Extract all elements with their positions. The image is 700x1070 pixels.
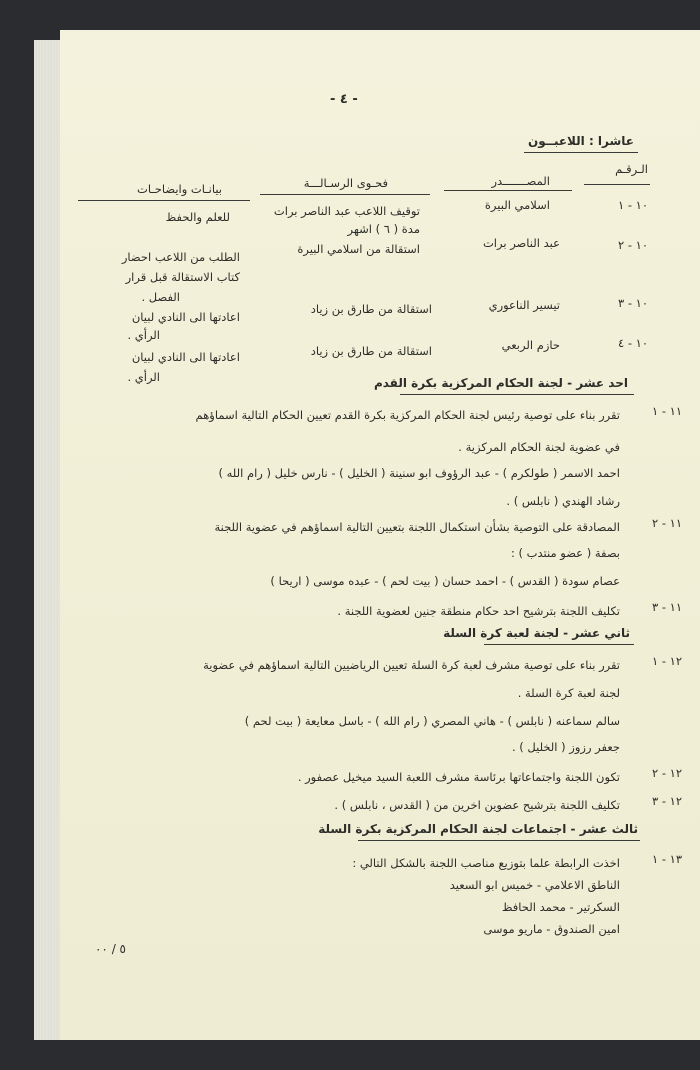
item-text: لجنة لعبة كرة السلة . <box>517 686 620 700</box>
row-source: تيسير الناعوري <box>488 298 560 312</box>
item-text: تقرر بناء على توصية رئيس لجنة الحكام المركزية بكرة القدم تعيين الحكام التالية اسماؤهم <box>195 408 620 422</box>
footer-reference: ٥ / ٠٠ <box>94 942 126 956</box>
item-text: المصادقة على التوصية بشأن استكمال اللجنة بتعيين التالية اسماؤهم في عضوية اللجنة <box>214 520 620 534</box>
section-underline <box>484 644 634 645</box>
item-text: تقرر بناء على توصية مشرف لعبة كرة السلة تعيين الرياضيين التالية اسماؤهم في عضوية <box>203 658 620 672</box>
row-notes: للعلم والحفظ <box>165 210 230 224</box>
section-underline <box>524 152 638 153</box>
item-number: ١٢ - ١ <box>651 654 682 668</box>
section-title-football-referees: احد عشر - لجنة الحكام المركزية بكرة القدم <box>373 376 628 390</box>
header-source: المصـــــــدر <box>491 174 550 188</box>
item-text: عصام سودة ( القدس ) - احمد حسان ( بيت لحم ) - عبده موسى ( اريحا ) <box>270 574 620 588</box>
item-text: تكون اللجنة واجتماعاتها برئاسة مشرف اللعبة السيد ميخيل عصفور . <box>297 770 620 784</box>
section-title-basketball-referees: ثالث عشر - اجتماعات لجنة الحكام المركزية بكرة السلة <box>318 822 638 836</box>
header-underline <box>584 184 650 185</box>
item-text: سالم سماعنه ( نابلس ) - هاني المصري ( رام الله ) - باسل معايعة ( بيت لحم ) <box>244 714 620 728</box>
page-number: - ٤ - <box>330 92 358 107</box>
section-underline <box>358 840 640 841</box>
item-text: امين الصندوق - ماريو موسى <box>483 922 620 936</box>
item-text: الناطق الاعلامي - خميس ابو السعيد <box>449 878 620 892</box>
item-number: ١١ - ١ <box>651 404 682 418</box>
row-content: استقالة من اسلامي البيرة <box>297 242 420 256</box>
row-notes: الرأي . <box>127 370 160 384</box>
item-number: ١١ - ٢ <box>651 516 682 530</box>
row-number: ١٠ - ١ <box>617 198 648 212</box>
item-text: اخذت الرابطة علما بتوزيع مناصب اللجنة بالشكل التالي : <box>352 856 620 870</box>
header-underline <box>78 200 250 201</box>
header-content: فحـوى الرسـالـــة <box>303 176 388 190</box>
row-notes: اعادتها الى النادي لبيان <box>131 350 240 364</box>
section-underline <box>400 394 634 395</box>
row-content: استقالة من طارق بن زياد <box>310 302 432 316</box>
item-number: ١٢ - ٢ <box>651 766 682 780</box>
item-text: بصفة ( عضو منتدب ) : <box>510 546 620 560</box>
item-number: ١٣ - ١ <box>651 852 682 866</box>
row-source: عبد الناصر برات <box>482 236 560 250</box>
row-source: اسلامي البيرة <box>484 198 550 212</box>
item-text: تكليف اللجنة بترشيح احد حكام منطقة جنين لعضوية اللجنة . <box>337 604 620 618</box>
row-number: ١٠ - ٤ <box>617 336 648 350</box>
row-content: استقالة من طارق بن زياد <box>310 344 432 358</box>
item-number: ١٢ - ٣ <box>651 794 682 808</box>
row-notes: الرأي . <box>127 328 160 342</box>
item-text: تكليف اللجنة بترشيح عضوين اخرين من ( القدس ، نابلس ) . <box>334 798 620 812</box>
item-text: السكرتير - محمد الحافظ <box>501 900 620 914</box>
item-text: جعفر رزوز ( الخليل ) . <box>511 740 620 754</box>
row-number: ١٠ - ٢ <box>617 238 648 252</box>
item-text: في عضوية لجنة الحكام المركزية . <box>458 440 620 454</box>
row-content: توقيف اللاعب عبد الناصر برات <box>273 204 420 218</box>
row-notes: اعادتها الى النادي لبيان <box>131 310 240 324</box>
document-page <box>60 30 700 1040</box>
item-text: احمد الاسمر ( طولكرم ) - عبد الرؤوف ابو سنينة ( الخليل ) - نارس خليل ( رام الله ) <box>218 466 620 480</box>
header-number: الـرقـم <box>615 162 648 176</box>
item-number: ١١ - ٣ <box>651 600 682 614</box>
row-notes: كتاب الاستقالة قبل قرار <box>125 270 240 284</box>
row-number: ١٠ - ٣ <box>617 296 648 310</box>
item-text: رشاد الهندي ( نابلس ) . <box>506 494 620 508</box>
header-underline <box>444 190 572 191</box>
section-title-basketball: ثاني عشر - لجنة لعبة كرة السلة <box>443 626 630 640</box>
row-notes: الفصل . <box>141 290 180 304</box>
section-title-players: عاشرا : اللاعبــون <box>527 134 634 148</box>
header-underline <box>260 194 430 195</box>
row-source: حازم الربعي <box>501 338 560 352</box>
header-notes: بيانـات وايضاحـات <box>137 182 222 196</box>
row-content: مدة ( ٦ ) اشهر <box>347 222 420 236</box>
row-notes: الطلب من اللاعب احضار <box>121 250 240 264</box>
